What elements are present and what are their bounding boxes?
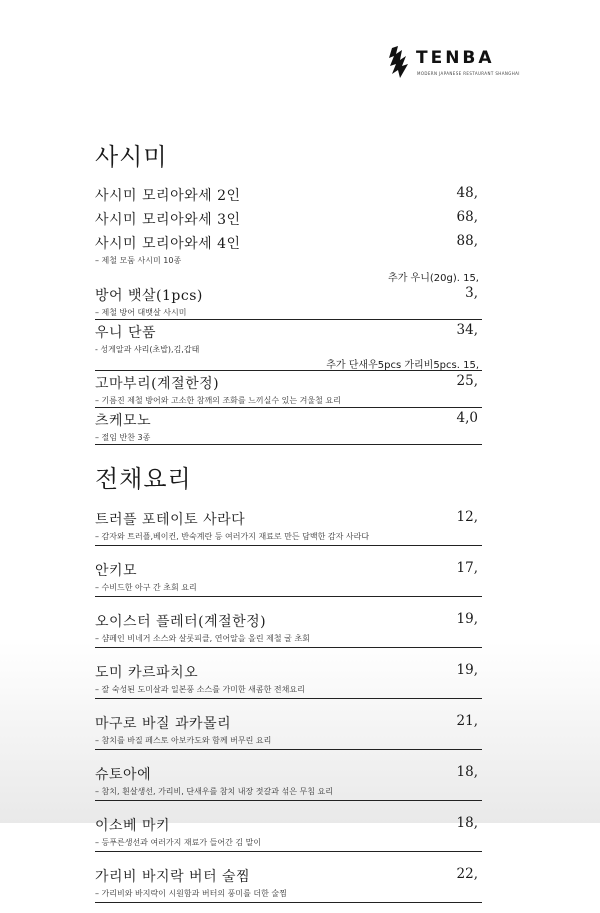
item-price: 88, bbox=[456, 233, 478, 249]
item-addon: 추가 우니(20g). 15, bbox=[388, 273, 479, 284]
item-description: – 감자와 트러플,베이컨, 반숙계란 등 여러가지 재료로 만든 담백한 감자 사라다 bbox=[95, 532, 370, 541]
item-name: 가리비 바지락 버터 술찜 bbox=[95, 869, 251, 885]
item-description: – 등푸른생선과 여러가지 재료가 들어간 김 말이 bbox=[95, 838, 262, 847]
item-name: 안키모 bbox=[95, 563, 138, 579]
item-addon: 추가 단새우5pcs 가리비5pcs. 15, bbox=[326, 360, 479, 371]
item-name: 사시미 모리아와세 2인 bbox=[95, 188, 241, 204]
sashimi-section bbox=[95, 135, 482, 445]
item-name: 츠케모노 bbox=[95, 413, 152, 429]
item-price: 3, bbox=[465, 285, 478, 301]
item-name: 마구로 바질 과카몰리 bbox=[95, 716, 232, 732]
menu-item bbox=[95, 862, 482, 903]
item-price: 21, bbox=[456, 713, 478, 729]
menu-item bbox=[95, 320, 482, 356]
menu-item bbox=[95, 371, 482, 408]
item-description: – 샴페인 비네거 소스와 살롯피클, 연어알을 올린 제철 굴 초회 bbox=[95, 634, 310, 643]
menu-item-addon bbox=[95, 356, 482, 371]
item-price: 25, bbox=[456, 373, 478, 389]
logo-tagline: MODERN JAPANESE RESTAURANT SHANGHAI bbox=[417, 71, 520, 76]
item-price: 34, bbox=[456, 322, 478, 338]
item-name: 트러플 포테이토 사라다 bbox=[95, 512, 246, 528]
item-description: – 참치를 바질 페스토 아보카도와 함께 버무린 요리 bbox=[95, 736, 272, 745]
item-price: 19, bbox=[456, 611, 478, 627]
restaurant-logo bbox=[388, 42, 520, 84]
item-description: – 제철 모둠 사시미 10종 bbox=[95, 256, 182, 265]
item-name: 사시미 모리아와세 3인 bbox=[95, 212, 241, 228]
item-description: – 잘 숙성된 도미살과 일본풍 소스를 가미한 새콤한 전채요리 bbox=[95, 685, 305, 694]
item-name: 고마부리(계절한정) bbox=[95, 376, 220, 392]
item-price: 18, bbox=[456, 815, 478, 831]
menu-item bbox=[95, 709, 482, 750]
menu-item bbox=[95, 658, 482, 699]
item-description: – 수비드한 아구 간 초회 요리 bbox=[95, 583, 197, 592]
item-price: 68, bbox=[456, 209, 478, 225]
menu-item bbox=[95, 207, 482, 231]
section-title-appetizers: 전채요리 bbox=[95, 465, 192, 493]
appetizer-section bbox=[95, 453, 482, 903]
item-name: 방어 뱃살(1pcs) bbox=[95, 288, 203, 304]
menu-content bbox=[95, 135, 482, 913]
logo-mark-icon bbox=[388, 44, 412, 80]
item-description: – 참치, 흰살생선, 가리비, 단새우를 참치 내장 젓갈과 섞은 무침 요리 bbox=[95, 787, 333, 796]
item-price: 12, bbox=[456, 509, 478, 525]
item-price: 22, bbox=[456, 866, 478, 882]
item-price: 19, bbox=[456, 662, 478, 678]
menu-item bbox=[95, 556, 482, 597]
item-name: 오이스터 플레터(계절한정) bbox=[95, 614, 267, 630]
item-name: 사시미 모리아와세 4인 bbox=[95, 236, 241, 252]
menu-item bbox=[95, 183, 482, 207]
item-price: 4,0 bbox=[456, 410, 478, 426]
item-description: – 가리비와 바지락이 시원함과 버터의 풍미를 더한 술찜 bbox=[95, 889, 287, 898]
menu-item bbox=[95, 505, 482, 546]
item-price: 18, bbox=[456, 764, 478, 780]
item-description: – 제철 방어 대뱃살 사시미 bbox=[95, 308, 187, 317]
menu-item bbox=[95, 760, 482, 801]
item-description: - 성게알과 샤리(초밥),김,갑태 bbox=[95, 345, 200, 354]
menu-item bbox=[95, 231, 482, 283]
menu-item bbox=[95, 408, 482, 445]
menu-item bbox=[95, 811, 482, 852]
section-title-sashimi: 사시미 bbox=[95, 143, 168, 171]
menu-item bbox=[95, 607, 482, 648]
item-description: – 절임 반찬 3종 bbox=[95, 433, 151, 442]
item-name: 이소베 마키 bbox=[95, 818, 171, 834]
item-name: 슈토아에 bbox=[95, 767, 152, 783]
item-price: 17, bbox=[456, 560, 478, 576]
item-name: 도미 카르파치오 bbox=[95, 665, 199, 681]
item-name: 우니 단품 bbox=[95, 325, 157, 341]
item-description: – 기름진 제철 방어와 고소한 참깨의 조화를 느끼실수 있는 겨울철 요리 bbox=[95, 396, 341, 405]
logo-wordmark: TENBA bbox=[416, 48, 495, 68]
item-price: 48, bbox=[456, 185, 478, 201]
menu-item bbox=[95, 283, 482, 320]
